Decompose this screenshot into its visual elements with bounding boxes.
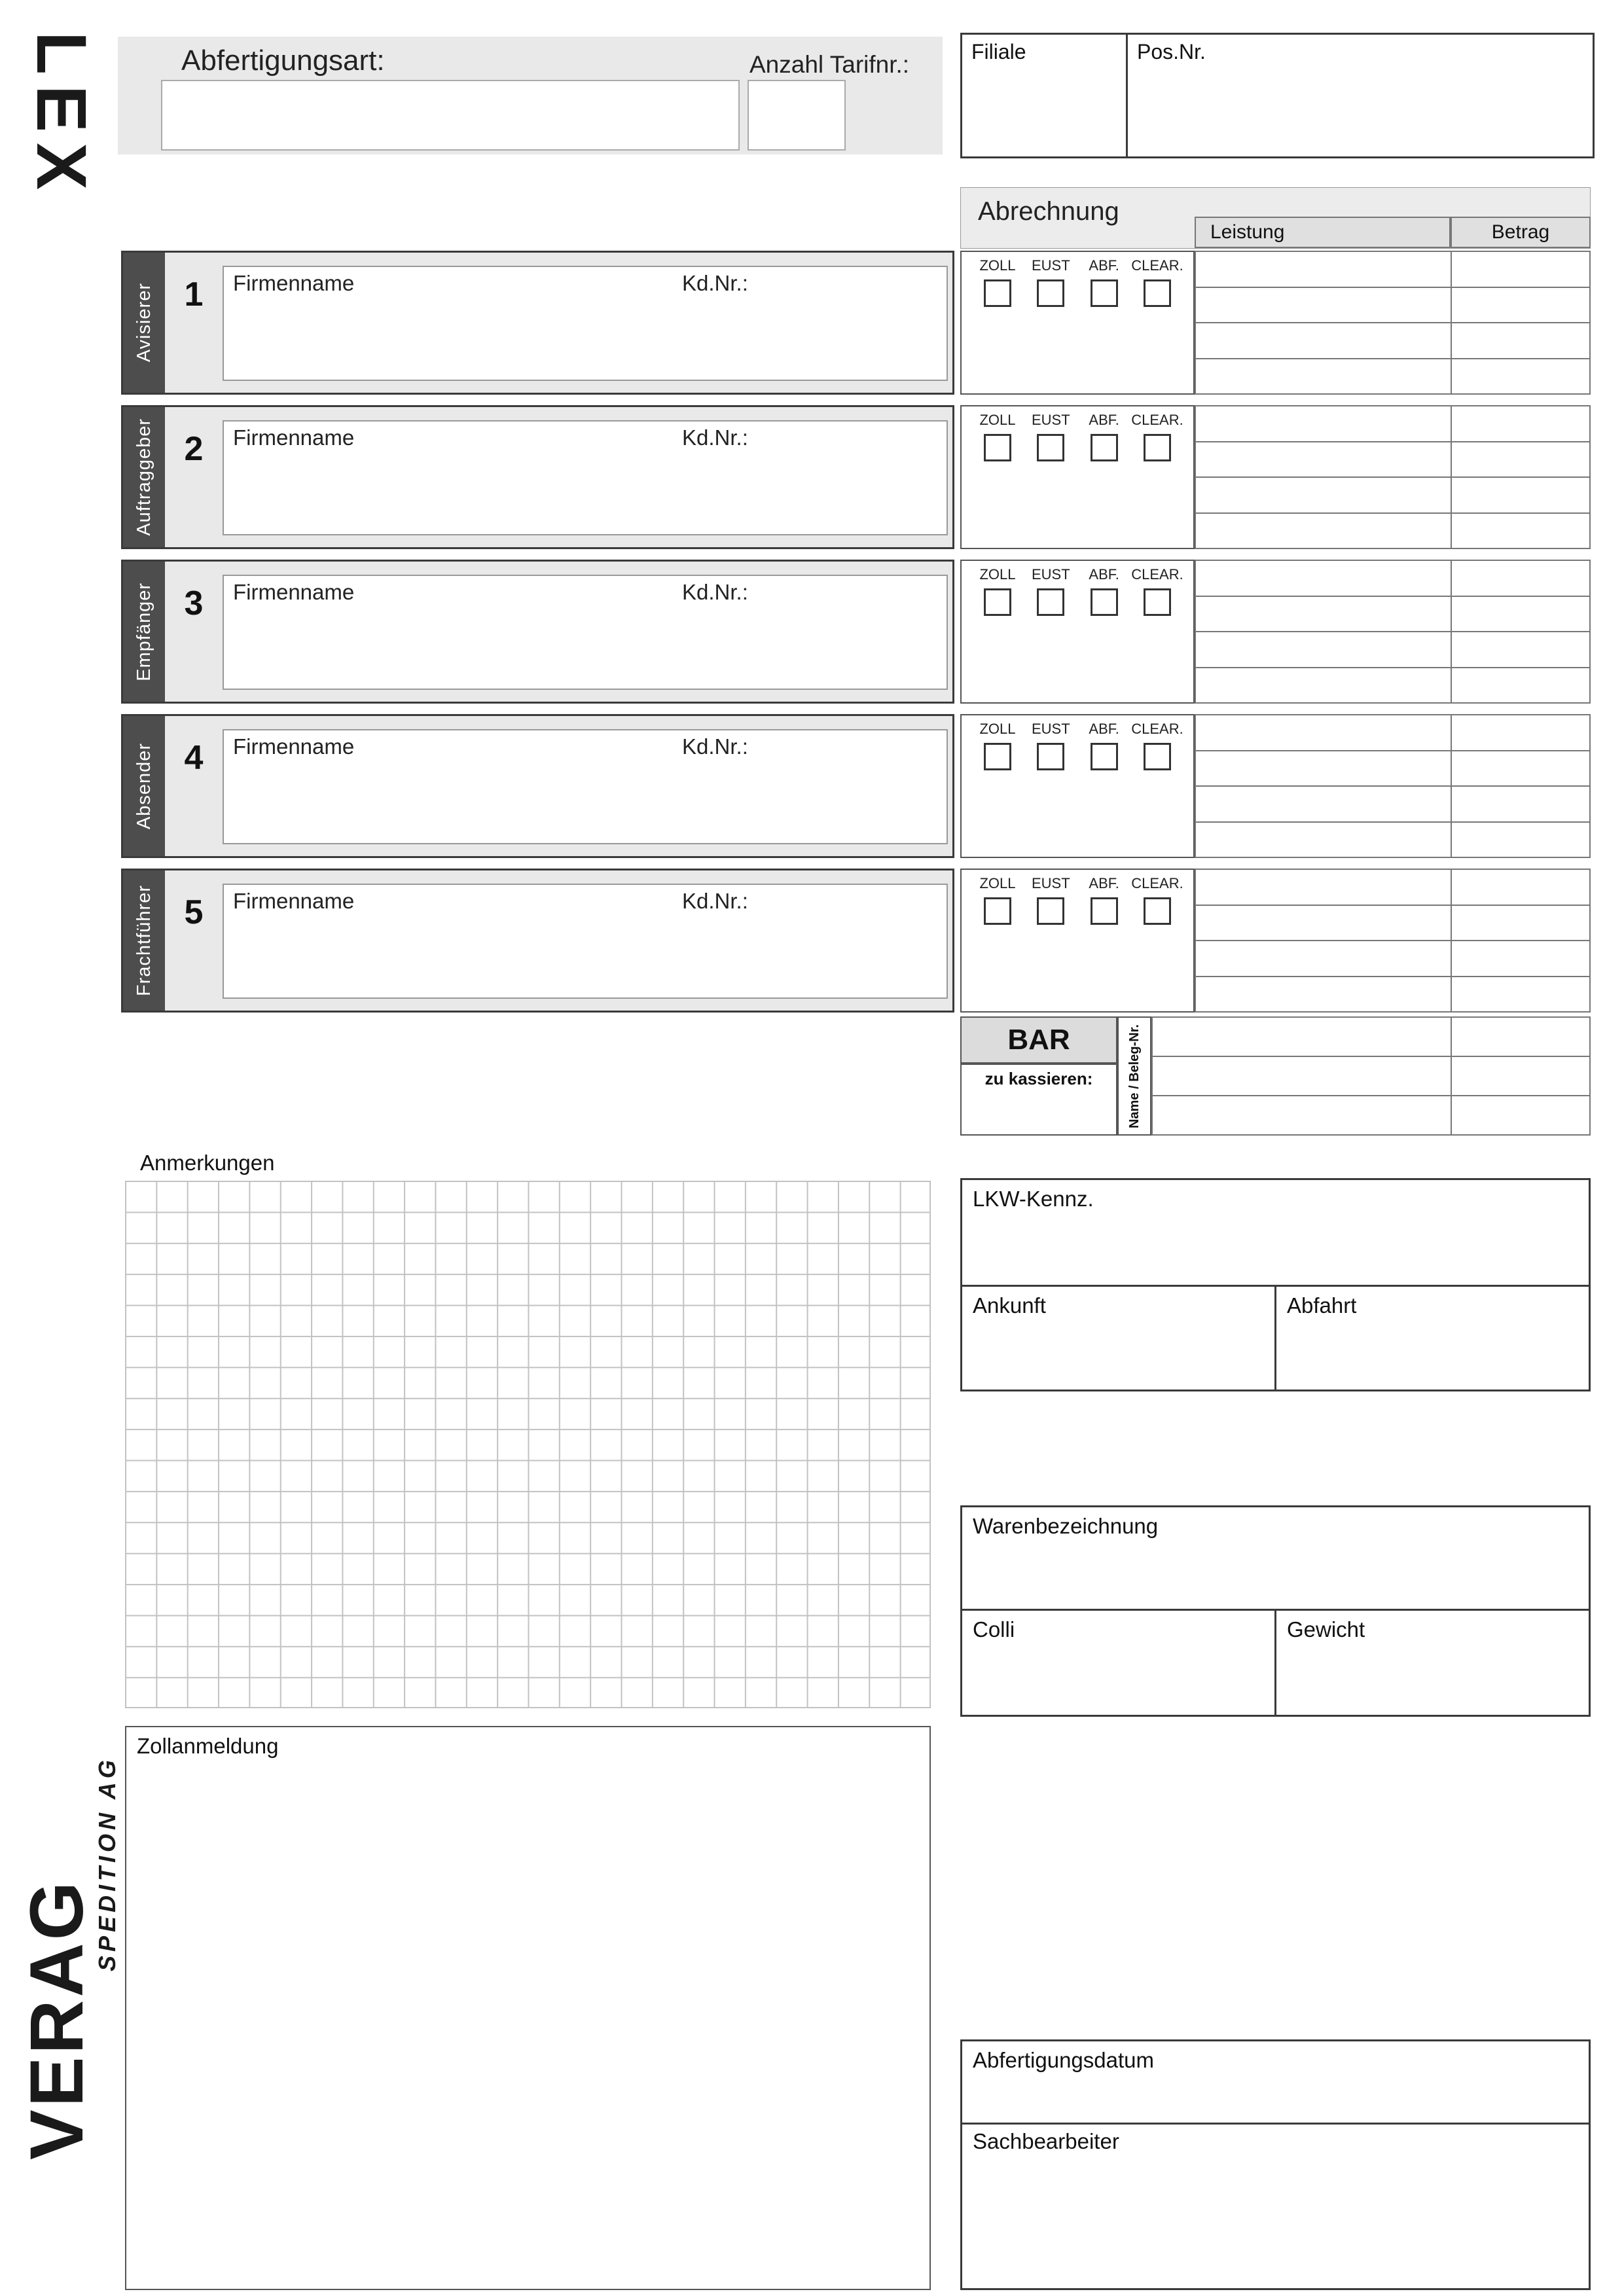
abrechnung-row[interactable] [1196,906,1589,942]
firmenname-input[interactable] [223,575,948,690]
colli-gewicht-row [962,1609,1589,1715]
clear-label: CLEAR. [1131,875,1183,891]
firmenname-label: Firmenname [233,580,355,604]
eust-checkbox[interactable] [1037,434,1064,461]
party-role-strip [123,870,165,1011]
abrechnung-header [960,187,1591,249]
abrechnung-row[interactable] [1196,406,1589,442]
abf-checkbox[interactable] [1091,897,1118,925]
bar-abrechnung-row[interactable] [1153,1018,1589,1057]
party-number: 5 [184,893,204,931]
party-role-strip [123,716,165,856]
zoll-checkbox[interactable] [984,897,1011,925]
lex-logo: LEX [22,31,101,201]
zoll-label: ZOLL [979,566,1016,583]
kdnr-label: Kd.Nr.: [682,580,748,604]
filiale-posnr-box [960,33,1595,158]
firmenname-input[interactable] [223,729,948,844]
sachbearbeiter-label: Sachbearbeiter [973,2129,1119,2153]
warenbezeichnung-box[interactable] [960,1505,1591,1717]
sachbearbeiter-field[interactable] [962,2123,1589,2288]
abf-label: ABF. [1089,566,1119,583]
lkw-times-row [962,1285,1589,1390]
abf-checkbox[interactable] [1091,434,1118,461]
ankunft-field[interactable] [962,1287,1276,1390]
abf-label: ABF. [1089,721,1119,737]
eust-checkbox[interactable] [1037,279,1064,307]
zollanmeldung-label: Zollanmeldung [137,1734,279,1758]
abrechnung-row[interactable] [1196,977,1589,1013]
filiale-label: Filiale [971,40,1026,63]
betrag-column-header: Betrag [1451,217,1591,248]
betrag-divider [1451,1018,1452,1136]
abrechnung-row[interactable] [1196,751,1589,787]
abfertigung-box [960,2039,1591,2290]
abrechnung-row[interactable] [1196,478,1589,514]
lkw-box[interactable] [960,1178,1591,1391]
clear-checkbox[interactable] [1144,588,1171,616]
abfertigungsdatum-field[interactable] [962,2041,1589,2125]
name-beleg-label: Name / Beleg-Nr. [1127,1024,1142,1128]
lkw-kennz-label: LKW-Kennz. [973,1187,1094,1211]
clearance-checkbox-group [960,405,1195,549]
firmenname-input[interactable] [223,420,948,535]
kdnr-label: Kd.Nr.: [682,271,748,295]
eust-checkbox[interactable] [1037,588,1064,616]
abrechnung-row[interactable] [1196,561,1589,597]
abrechnung-row[interactable] [1196,870,1589,906]
gewicht-field[interactable] [1276,1611,1589,1715]
colli-label: Colli [973,1617,1015,1641]
zoll-checkbox[interactable] [984,434,1011,461]
abrechnung-row[interactable] [1196,632,1589,668]
anmerkungen-label: Anmerkungen [140,1151,275,1175]
clearance-checkbox-group [960,560,1195,704]
party-section [121,560,1591,704]
bar-abrechnung-row[interactable] [1153,1096,1589,1136]
zoll-checkbox[interactable] [984,588,1011,616]
colli-field[interactable] [962,1611,1276,1715]
bar-box [960,1016,1117,1064]
clear-checkbox[interactable] [1144,897,1171,925]
firmenname-label: Firmenname [233,271,355,295]
party-box [121,714,954,858]
bar-abrechnung-row[interactable] [1153,1057,1589,1096]
abfertigungsart-label: Abfertigungsart: [181,45,385,77]
abrechnung-row[interactable] [1196,597,1589,633]
eust-label: EUST [1031,875,1070,891]
firmenname-label: Firmenname [233,734,355,759]
eust-label: EUST [1031,721,1070,737]
betrag-divider [1451,252,1452,395]
abfertigungsart-input[interactable] [161,80,740,151]
filiale-field[interactable] [962,35,1128,156]
abf-checkbox[interactable] [1091,279,1118,307]
pos-nr-label: Pos.Nr. [1137,40,1206,63]
abrechnung-title: Abrechnung [978,197,1119,226]
betrag-divider [1451,870,1452,1013]
firmenname-input[interactable] [223,884,948,999]
clear-checkbox[interactable] [1144,279,1171,307]
party-section [121,251,1591,395]
party-role-strip [123,562,165,702]
party-box [121,251,954,395]
abf-label: ABF. [1089,257,1119,274]
party-box [121,869,954,1013]
clearance-checkbox-group [960,869,1195,1013]
abf-checkbox[interactable] [1091,588,1118,616]
abfahrt-label: Abfahrt [1287,1293,1357,1318]
party-box [121,560,954,704]
abrechnung-row[interactable] [1196,941,1589,977]
clear-checkbox[interactable] [1144,434,1171,461]
party-role-label: Frachtführer [133,885,154,996]
abrechnung-rows [1195,560,1591,704]
zollanmeldung-field[interactable] [125,1726,931,2290]
abf-label: ABF. [1089,412,1119,428]
zoll-checkbox[interactable] [984,279,1011,307]
party-number: 4 [184,739,204,777]
party-sections [121,251,1591,1013]
abf-label: ABF. [1089,875,1119,891]
party-number: 1 [184,276,204,314]
eust-label: EUST [1031,257,1070,274]
zoll-checkbox[interactable] [984,743,1011,770]
clear-label: CLEAR. [1131,412,1183,428]
pos-nr-field[interactable] [1128,35,1593,156]
betrag-divider [1451,715,1452,858]
anzahl-tarifnr-input[interactable] [748,80,846,151]
eust-label: EUST [1031,566,1070,583]
clear-label: CLEAR. [1131,257,1183,274]
party-role-label: Auftraggeber [133,418,154,536]
abrechnung-row[interactable] [1196,823,1589,859]
clear-label: CLEAR. [1131,566,1183,583]
party-role-label: Empfänger [133,582,154,681]
anzahl-tarifnr-label: Anzahl Tarifnr.: [749,51,910,78]
party-section [121,405,1591,549]
abrechnung-row[interactable] [1196,323,1589,359]
gewicht-label: Gewicht [1287,1617,1365,1641]
kdnr-label: Kd.Nr.: [682,425,748,450]
betrag-divider [1451,561,1452,704]
firmenname-label: Firmenname [233,425,355,450]
clear-label: CLEAR. [1131,721,1183,737]
party-section [121,714,1591,858]
zu-kassieren-label: zu kassieren: [984,1069,1093,1088]
abrechnung-row[interactable] [1196,288,1589,324]
zoll-label: ZOLL [979,721,1016,737]
zoll-label: ZOLL [979,875,1016,891]
abrechnung-rows [1195,714,1591,858]
abfertigungsdatum-label: Abfertigungsdatum [973,2048,1155,2072]
zoll-label: ZOLL [979,412,1016,428]
leistung-column-header: Leistung [1195,217,1451,248]
abf-checkbox[interactable] [1091,743,1118,770]
abrechnung-row[interactable] [1196,787,1589,823]
zu-kassieren-field[interactable] [960,1064,1117,1136]
abrechnung-row[interactable] [1196,514,1589,550]
spedition-ag-logo: SPEDITION AG [94,1756,120,1971]
bar-label: BAR [1007,1024,1070,1056]
warenbezeichnung-label: Warenbezeichnung [973,1514,1159,1538]
abrechnung-row[interactable] [1196,715,1589,751]
bar-abrechnung-rows [1151,1016,1591,1136]
party-role-strip [123,253,165,393]
party-number: 2 [184,430,204,468]
abrechnung-row[interactable] [1196,668,1589,704]
eust-label: EUST [1031,412,1070,428]
anmerkungen-grid[interactable] [125,1181,931,1708]
firmenname-label: Firmenname [233,889,355,913]
party-section [121,869,1591,1013]
abfertigungsart-panel [118,37,943,154]
eust-checkbox[interactable] [1037,743,1064,770]
eust-checkbox[interactable] [1037,897,1064,925]
kdnr-label: Kd.Nr.: [682,734,748,759]
party-role-label: Absender [133,742,154,830]
abrechnung-rows [1195,251,1591,395]
party-role-strip [123,407,165,547]
party-number: 3 [184,584,204,622]
clear-checkbox[interactable] [1144,743,1171,770]
kdnr-label: Kd.Nr.: [682,889,748,913]
ankunft-label: Ankunft [973,1293,1046,1318]
party-role-label: Avisierer [133,283,154,363]
name-beleg-strip [1117,1016,1151,1136]
abrechnung-row[interactable] [1196,359,1589,395]
abrechnung-row[interactable] [1196,442,1589,478]
clearance-checkbox-group [960,714,1195,858]
abrechnung-row[interactable] [1196,252,1589,288]
betrag-divider [1451,406,1452,549]
abrechnung-rows [1195,405,1591,549]
party-box [121,405,954,549]
firmenname-input[interactable] [223,266,948,381]
abfahrt-field[interactable] [1276,1287,1589,1390]
abrechnung-rows [1195,869,1591,1013]
clearance-checkbox-group [960,251,1195,395]
zoll-label: ZOLL [979,257,1016,274]
verag-logo: VERAG [15,1879,99,2160]
